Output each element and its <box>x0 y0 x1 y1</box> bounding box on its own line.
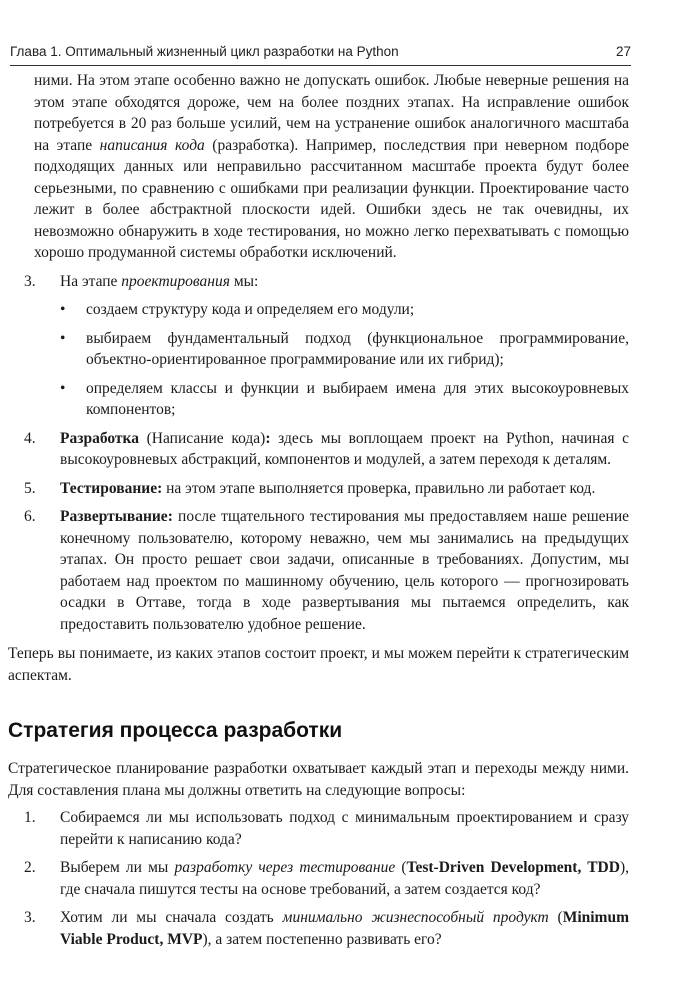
list-number: 6. <box>24 508 36 525</box>
bullet-list <box>60 299 629 421</box>
term: Minimum Viable Product, MVP <box>60 909 629 948</box>
bullet-icon: • <box>60 329 66 347</box>
item-text: после тщательного тестирования мы предоставляем наше решение конечному пользователю, которому неважно, чем мы занимались на предыдущих этапах. Он просто решает свои задачи, описанные в требованиях. Допустим, мы работаем над проектом по машинному обучению, цель которого — прогнозировать осадки в Оттаве, тогда в ходе развертывания мы пытаемся определить, как предоставить пользователю удобное решение. <box>60 508 629 633</box>
phase-list <box>24 271 630 636</box>
running-header <box>10 0 631 66</box>
item-text: ( <box>548 909 563 926</box>
list-number: 3. <box>24 272 36 290</box>
paragraph: Теперь вы понимаете, из каких этапов состоит проект, и мы можем перейти к стратегическим аспектам. <box>8 645 629 684</box>
bullet-item <box>60 328 629 371</box>
item-text: Хотим ли мы сначала создать <box>60 909 283 926</box>
bullet-item <box>60 378 629 421</box>
page-content <box>8 70 629 950</box>
bullet-text: определяем классы и функции и выбираем имена для этих высокоуровневых компонентов; <box>86 379 629 418</box>
item-text: мы: <box>229 272 259 290</box>
term: Тестирование: <box>60 479 163 497</box>
list-item <box>24 428 630 471</box>
item-text: Выберем ли мы <box>60 859 175 876</box>
emphasis: разработку через тестирование <box>174 859 396 876</box>
list-item <box>24 478 629 500</box>
term: Развертывание: <box>60 508 173 525</box>
term: Разработка <box>60 429 139 447</box>
list-number: 4. <box>24 429 36 447</box>
paragraph-text: (разработка). Например, последствия при неверном подборе подходящих данных или неправильно рассчитанном масштабе проекта будут более серьезными, по сравнению с ошибками при реализации функции. Проектирование часто лежит в более абстрактной плоскости идей. Ошибки здесь не так очевидны, их невозможно обнаружить в ходе тестирования, но можно легко перехватывать с помощью хорошо продуманной системы обработки исключений. <box>34 136 630 261</box>
section-heading: Стратегия процесса разработки <box>8 719 343 742</box>
emphasis: проектирования <box>121 272 230 290</box>
emphasis: минимально жизнеспособный продукт <box>282 909 549 926</box>
page-number: 27 <box>615 44 631 59</box>
term: Test-Driven Development, TDD <box>406 859 620 876</box>
list-number: 3. <box>24 909 36 926</box>
list-item <box>24 907 629 950</box>
paragraph: Стратегическое планирование разработки охватывает каждый этап и переходы между ними. Для составления плана мы должны ответить на следующие вопросы: <box>8 760 629 799</box>
item-text: (Написание кода) <box>138 429 266 447</box>
paragraph-continued <box>34 70 629 264</box>
chapter-title: Глава 1. Оптимальный жизненный цикл разработки на Python <box>10 44 399 59</box>
list-number: 2. <box>24 859 36 876</box>
item-text: ( <box>395 859 407 876</box>
item-text: На этапе <box>60 272 122 290</box>
list-item <box>24 857 629 900</box>
list-item <box>24 807 629 850</box>
term-colon: : <box>265 429 271 447</box>
bullet-text: создаем структуру кода и определяем его модули; <box>86 301 415 318</box>
bullet-icon: • <box>60 301 66 318</box>
list-item <box>24 271 629 421</box>
item-text: ), а затем постепенно развивать его? <box>202 930 442 948</box>
item-text: здесь мы воплощаем проект на Python, начиная с высокоуровневых абстракций, компонентов и модулей, а затем переходя к деталям. <box>60 429 630 468</box>
bullet-text: выбираем фундаментальный подход (функциональное программирование, объектно-ориентированное программирование или их гибрид); <box>86 329 629 368</box>
list-item <box>24 506 629 635</box>
bullet-item <box>60 299 629 321</box>
paragraph-text: ними. На этом этапе особенно важно не допускать ошибок. Любые неверные решения на этом этапе обходятся дороже, чем на более поздних этапах. На исправление ошибок потребуется в 20 раз больше усилий, чем на устранение ошибок аналогичного масштаба на этапе <box>34 72 629 154</box>
item-text: Собираемся ли мы использовать подход с минимальным проектированием и сразу перейти к написанию кода? <box>60 809 629 848</box>
item-text: ), где сначала пишутся тесты на основе требований, а затем создается код? <box>60 859 629 898</box>
list-number: 5. <box>24 479 36 497</box>
list-number: 1. <box>24 809 36 826</box>
bullet-icon: • <box>60 379 66 397</box>
emphasis: написания кода <box>99 136 205 154</box>
item-text: на этом этапе выполняется проверка, правильно ли работает код. <box>162 479 596 497</box>
question-list <box>24 807 629 950</box>
